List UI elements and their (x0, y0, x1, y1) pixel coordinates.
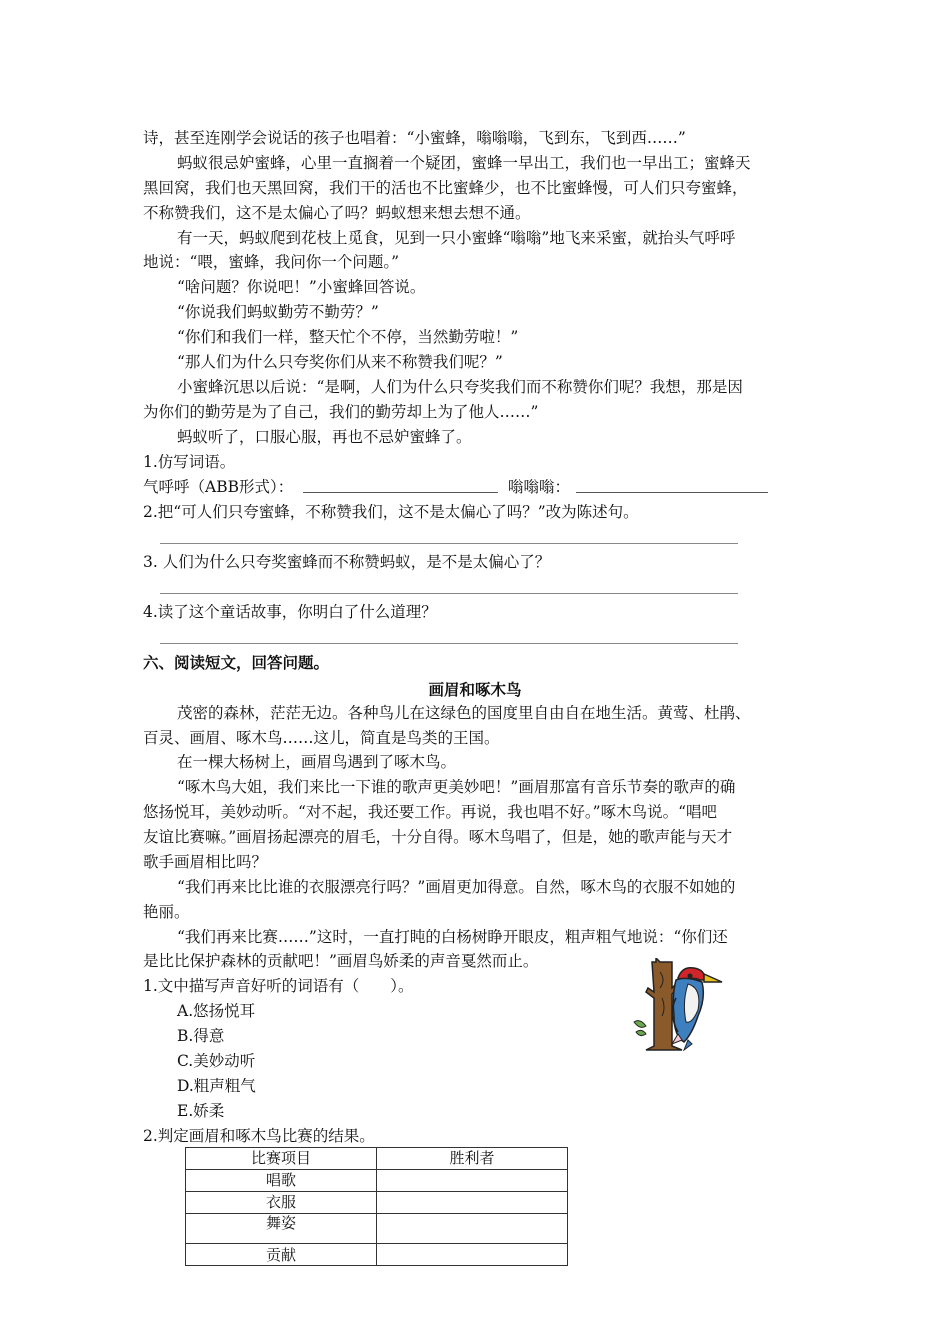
story-line: 有一天，蚂蚁爬到花枝上觅食，见到一只小蜜蜂“嗡嗡”地飞来采蜜，就抬头气呼呼 (177, 229, 736, 247)
story-line: 蚂蚁听了，口服心服，再也不忌妒蜜蜂了。 (177, 428, 472, 446)
table-header-row (186, 1148, 568, 1170)
table-row (186, 1170, 568, 1192)
answer-blank-b[interactable] (576, 492, 768, 493)
story-line: 小蜜蜂沉思以后说：“是啊，人们为什么只夸奖我们而不称赞你们呢？我想，那是因 (177, 378, 743, 396)
table-row (186, 1244, 568, 1266)
passage-line: 百灵、画眉、啄木鸟……这儿，简直是鸟类的王国。 (143, 729, 500, 747)
passage-line: 是比比保护森林的贡献吧！”画眉鸟娇柔的声音戛然而止。 (143, 952, 539, 970)
section6-question-2: 2.判定画眉和啄木鸟比赛的结果。 (143, 1127, 375, 1145)
table-cell: 唱歌 (186, 1170, 377, 1192)
winner-cell[interactable] (377, 1170, 568, 1192)
question-1-prompt-b: 嗡嗡嗡： (508, 478, 571, 496)
result-table (185, 1147, 568, 1266)
woodpecker-illustration (632, 958, 724, 1054)
answer-line-2[interactable] (160, 543, 738, 544)
answer-line-3[interactable] (160, 593, 738, 594)
passage-line: “啄木鸟大姐，我们来比一下谁的歌声更美妙吧！”画眉那富有音乐节奏的歌声的确 (177, 778, 736, 796)
option-c[interactable]: C.美妙动听 (177, 1052, 256, 1070)
passage-title: 画眉和啄木鸟 (428, 680, 522, 699)
passage-line: “我们再来比比谁的衣服漂亮行吗？”画眉更加得意。自然，啄木鸟的衣服不如她的 (177, 878, 736, 896)
winner-cell[interactable] (377, 1192, 568, 1214)
table-row (186, 1192, 568, 1214)
section-heading: 六、阅读短文，回答问题。 (143, 653, 330, 672)
table-cell: 贡献 (186, 1244, 377, 1266)
table-cell: 舞姿 (186, 1214, 377, 1244)
story-line: 不称赞我们，这不是太偏心了吗？蚂蚁想来想去想不通。 (143, 204, 531, 222)
question-1: 1.仿写词语。 (143, 453, 236, 471)
question-2: 2.把“可人们只夸蜜蜂，不称赞我们，这不是太偏心了吗？”改为陈述句。 (143, 503, 639, 521)
table-row (186, 1214, 568, 1244)
passage-line: 友谊比赛嘛。”画眉扬起漂亮的眉毛，十分自得。啄木鸟唱了，但是，她的歌声能与天才 (143, 828, 733, 846)
option-a[interactable]: A.悠扬悦耳 (177, 1002, 256, 1020)
story-line: 诗，甚至连刚学会说话的孩子也唱着：“小蜜蜂，嗡嗡嗡，飞到东，飞到西……” (143, 129, 686, 147)
story-line: “那人们为什么只夸奖你们从来不称赞我们呢？” (177, 353, 503, 371)
table-header: 比赛项目 (186, 1148, 377, 1170)
passage-line: 悠扬悦耳，美妙动听。“对不起，我还要工作。再说，我也唱不好。”啄木鸟说。“唱吧 (143, 803, 718, 821)
question-1-prompt-a: 气呼呼（ABB形式）： (143, 478, 294, 496)
winner-cell[interactable] (377, 1214, 568, 1244)
table-header: 胜利者 (377, 1148, 568, 1170)
story-line: 蚂蚁很忌妒蜜蜂，心里一直搁着一个疑团，蜜蜂一早出工，我们也一早出工；蜜蜂天 (177, 154, 751, 172)
passage-line: 艳丽。 (143, 903, 190, 921)
option-e[interactable]: E.娇柔 (177, 1102, 225, 1120)
story-line: 为你们的勤劳是为了自己，我们的勤劳却上为了他人……” (143, 403, 539, 421)
question-4: 4.读了这个童话故事，你明白了什么道理？ (143, 603, 437, 621)
answer-line-4[interactable] (160, 643, 738, 644)
answer-blank-a[interactable] (303, 492, 498, 493)
story-line: 地说：“喂，蜜蜂，我问你一个问题。” (143, 253, 400, 271)
passage-line: “我们再来比赛……”这时，一直打盹的白杨树睁开眼皮，粗声粗气地说：“你们还 (177, 928, 728, 946)
option-d[interactable]: D.粗声粗气 (177, 1077, 256, 1095)
passage-line: 茂密的森林，茫茫无边。各种鸟儿在这绿色的国度里自由自在地生活。黄莺、杜鹃、 (177, 704, 751, 722)
winner-cell[interactable] (377, 1244, 568, 1266)
story-line: “你们和我们一样，整天忙个不停，当然勤劳啦！” (177, 328, 519, 346)
option-b[interactable]: B.得意 (177, 1027, 225, 1045)
story-line: “啥问题？你说吧！”小蜜蜂回答说。 (177, 278, 426, 296)
table-cell: 衣服 (186, 1192, 377, 1214)
story-line: 黑回窝，我们也天黑回窝，我们干的活也不比蜜蜂少，也不比蜜蜂慢，可人们只夸蜜蜂， (143, 179, 748, 197)
story-line: “你说我们蚂蚁勤劳不勤劳？” (177, 303, 379, 321)
passage-line: 歌手画眉相比吗？ (143, 853, 268, 871)
passage-line: 在一棵大杨树上，画眉鸟遇到了啄木鸟。 (177, 753, 457, 771)
question-3: 3. 人们为什么只夸奖蜜蜂而不称赞蚂蚁，是不是太偏心了？ (143, 553, 551, 571)
section6-question-1: 1.文中描写声音好听的词语有（ ）。 (143, 977, 414, 995)
